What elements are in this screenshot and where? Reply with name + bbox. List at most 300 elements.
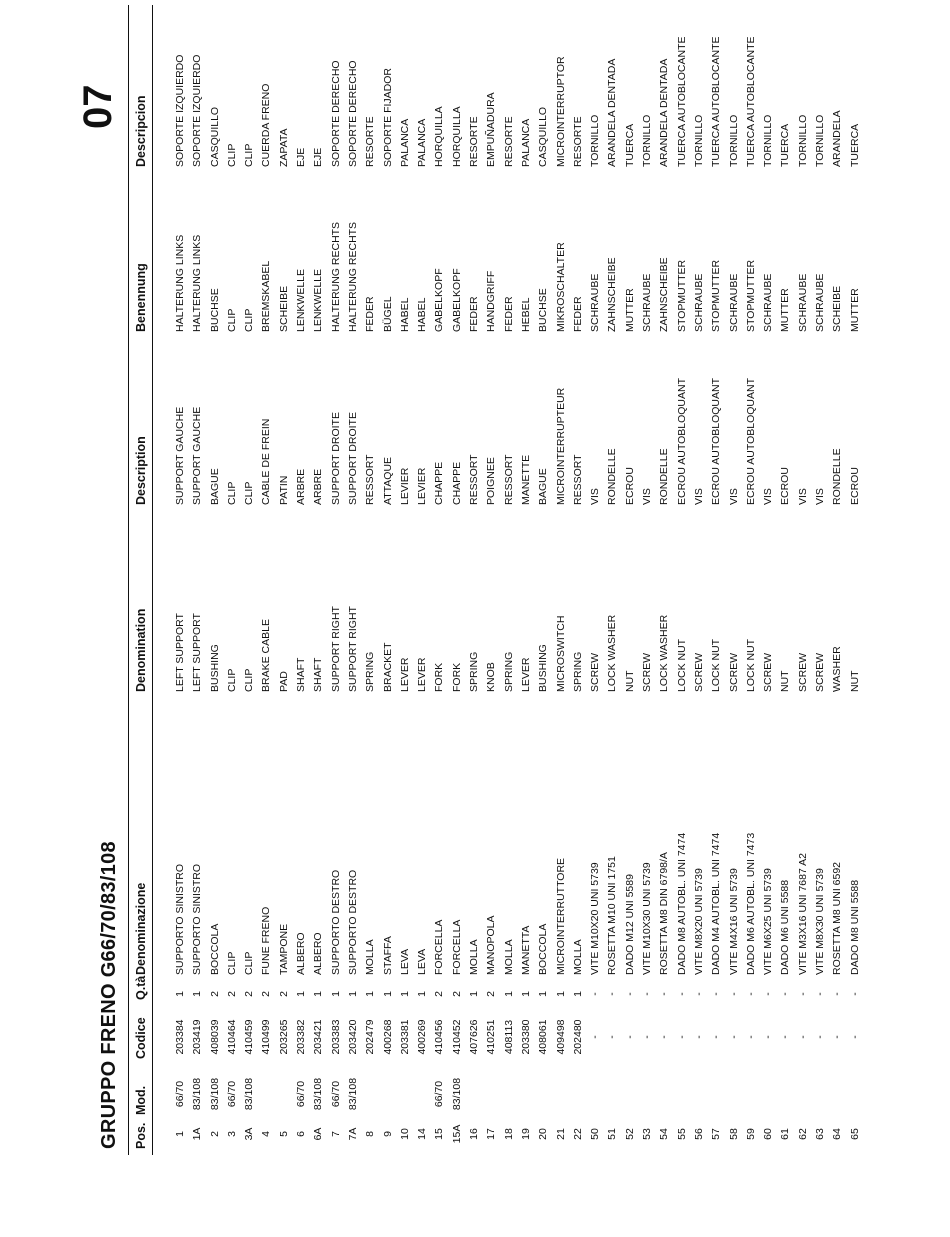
header-benennung: Benennung [134, 263, 148, 332]
cell-mod [553, 1069, 570, 1119]
cell-de: FEDER [364, 296, 377, 332]
cell-it: STAFFA [381, 936, 394, 975]
cell-fr: RESSORT [364, 454, 377, 505]
cell-codice: 203420 [346, 1019, 359, 1055]
document-title: GRUPPO FRENO G66/70/83/108 [98, 841, 120, 1149]
cell-de: GABELKOPF [433, 268, 446, 332]
cell-en: LEFT SUPPORT [191, 613, 204, 692]
cell-it: ROSETTA M8 UNI 6592 [831, 861, 844, 975]
cell-en: LOCK WASHER [658, 614, 671, 692]
cell-mod [518, 1069, 535, 1119]
cell-mod [847, 1069, 864, 1119]
cell-qta: 1 [312, 991, 325, 997]
cell-fr: VIS [796, 488, 809, 505]
cell-fr: VIS [589, 488, 602, 505]
cell-qta: 1 [502, 991, 515, 997]
cell-mod [656, 1069, 673, 1119]
cell-qta: 1 [398, 991, 411, 997]
cell-pos: 9 [381, 1131, 394, 1137]
header-descripcion: Descripcion [134, 95, 148, 167]
cell-mod [483, 1069, 500, 1119]
cell-it: ALBERO [295, 932, 308, 975]
cell-es: PALANCA [398, 118, 411, 167]
cell-de: CLIP [243, 308, 256, 332]
cell-es: RESORTE [571, 116, 584, 167]
cell-pos: 3A [243, 1127, 256, 1141]
cell-de: HABEL [398, 297, 411, 332]
cell-fr: ECROU [623, 467, 636, 505]
cell-en: NUT [848, 670, 861, 692]
column-descripcion [172, 0, 864, 167]
cell-es: TORNILLO [692, 114, 705, 167]
cell-fr: MANETTE [519, 454, 532, 505]
cell-es: PALANCA [519, 118, 532, 167]
cell-mod [397, 1069, 414, 1119]
cell-mod [829, 1069, 846, 1119]
cell-en: LEVER [398, 657, 411, 692]
cell-codice: 409498 [554, 1019, 567, 1055]
column-denomination [172, 472, 864, 692]
cell-it: VITE M10X20 UNI 5739 [589, 862, 602, 975]
cell-en: SPRING [468, 651, 481, 692]
cell-codice: - [727, 1035, 740, 1039]
cell-es: ZAPATA [277, 128, 290, 167]
cell-it: LEVA [416, 948, 429, 975]
cell-qta: 1 [364, 991, 377, 997]
cell-mod: 66/70 [174, 1080, 186, 1108]
cell-en: BUSHING [208, 644, 221, 692]
cell-de: FEDER [571, 296, 584, 332]
cell-fr: RONDELLE [658, 448, 671, 505]
cell-de: SCHRAUBE [641, 273, 654, 332]
cell-it: TAMPONE [277, 923, 290, 975]
cell-codice: - [589, 1035, 602, 1039]
cell-codice: 410251 [485, 1019, 498, 1055]
cell-en: LEVER [416, 657, 429, 692]
cell-qta: 1 [468, 991, 481, 997]
cell-es: CLIP [225, 143, 238, 167]
cell-mod [535, 1069, 552, 1119]
cell-fr: SUPPORT DROITE [329, 412, 342, 505]
header-pos: Pos. [134, 1122, 148, 1149]
cell-it: VITE M4X16 UNI 5739 [727, 868, 740, 975]
cell-mod [639, 1069, 656, 1119]
cell-fr: RESSORT [502, 454, 515, 505]
cell-en: SPRING [364, 651, 377, 692]
cell-qta: 1 [329, 991, 342, 997]
cell-en: SUPPORT RIGHT [346, 606, 359, 692]
cell-pos: 20 [537, 1128, 550, 1140]
cell-fr: VIS [813, 488, 826, 505]
cell-es: HORQUILLA [433, 106, 446, 167]
cell-codice: 203265 [277, 1019, 290, 1055]
cell-en: SCREW [813, 652, 826, 692]
cell-en: LOCK WASHER [606, 614, 619, 692]
cell-codice: - [796, 1035, 809, 1039]
cell-es: EJE [295, 147, 308, 167]
cell-it: CLIP [243, 951, 256, 975]
cell-es: SOPORTE DERECHO [346, 60, 359, 167]
cell-it: DADO M12 UNI 5589 [623, 874, 636, 975]
cell-qta: - [744, 992, 757, 996]
cell-qta: 1 [416, 991, 429, 997]
cell-de: ZAHNSCHEIBE [658, 257, 671, 332]
cell-qta: 2 [225, 991, 238, 997]
header-top-rule [128, 5, 129, 1155]
cell-qta: - [692, 992, 705, 996]
cell-codice: 408113 [502, 1019, 515, 1055]
cell-it: FUNE FRENO [260, 906, 273, 975]
cell-en: SCREW [641, 652, 654, 692]
cell-fr: VIS [762, 488, 775, 505]
cell-fr: VIS [692, 488, 705, 505]
cell-pos: 15A [450, 1124, 463, 1144]
cell-mod: 83/108 [191, 1077, 204, 1111]
cell-fr: SUPPORT GAUCHE [191, 406, 204, 505]
cell-pos: 52 [623, 1128, 636, 1140]
cell-fr: BAGUE [537, 468, 550, 505]
cell-en: WASHER [831, 646, 844, 692]
cell-pos: 1A [191, 1127, 204, 1141]
cell-de: MIKROSCHALTER [554, 242, 567, 332]
cell-fr: MICROINTERRUPTEUR [554, 387, 567, 505]
cell-en: LOCK NUT [675, 638, 688, 692]
cell-pos: 8 [364, 1131, 377, 1137]
cell-codice: - [848, 1035, 861, 1039]
cell-it: VITE M3X16 UNI 7687 A2 [796, 853, 809, 975]
cell-de: HALTERUNG LINKS [174, 234, 186, 332]
cell-qta: - [779, 992, 792, 996]
cell-pos: 64 [831, 1128, 844, 1140]
cell-fr: RONDELLE [831, 448, 844, 505]
cell-es: CUERDA FRENO [260, 83, 273, 167]
cell-de: STOPMUTTER [744, 259, 757, 332]
cell-qta: - [710, 992, 723, 996]
cell-pos: 57 [710, 1128, 723, 1140]
cell-en: CLIP [243, 668, 256, 692]
cell-qta: 2 [485, 991, 498, 997]
cell-codice: 407626 [468, 1019, 481, 1055]
cell-mod [276, 1069, 293, 1119]
cell-en: SUPPORT RIGHT [329, 606, 342, 692]
cell-codice: - [641, 1035, 654, 1039]
header-description: Description [134, 436, 148, 505]
cell-es: TORNILLO [796, 114, 809, 167]
cell-it: DADO M6 AUTOBL. UNI 7473 [744, 832, 757, 975]
cell-qta: 1 [381, 991, 394, 997]
cell-fr: VIS [727, 488, 740, 505]
column-mod [172, 1069, 864, 1119]
cell-qta: - [831, 992, 844, 996]
cell-mod [414, 1069, 431, 1119]
cell-pos: 5 [277, 1131, 290, 1137]
cell-codice: - [762, 1035, 775, 1039]
header-denominazione: Denominazione [134, 882, 148, 975]
cell-pos: 6 [295, 1131, 308, 1137]
cell-en: LOCK NUT [710, 638, 723, 692]
cell-pos: 16 [468, 1128, 481, 1140]
cell-pos: 7A [346, 1127, 359, 1141]
cell-pos: 58 [727, 1128, 740, 1140]
cell-fr: CHAPPE [450, 461, 463, 505]
cell-qta: 1 [174, 991, 186, 997]
cell-pos: 6A [312, 1127, 325, 1141]
cell-en: LOCK NUT [744, 638, 757, 692]
cell-en: SPRING [571, 651, 584, 692]
cell-qta: 1 [537, 991, 550, 997]
cell-qta: 1 [571, 991, 584, 997]
cell-mod [708, 1069, 725, 1119]
cell-it: BOCCOLA [537, 923, 550, 975]
cell-codice: 400268 [381, 1019, 394, 1055]
cell-de: HANDGRIFF [485, 270, 498, 332]
cell-mod [258, 1069, 275, 1119]
cell-qta: 2 [277, 991, 290, 997]
cell-pos: 60 [762, 1128, 775, 1140]
cell-mod [501, 1069, 518, 1119]
cell-it: BOCCOLA [208, 923, 221, 975]
cell-qta: - [606, 992, 619, 996]
cell-es: RESORTE [468, 116, 481, 167]
cell-fr: ECROU AUTOBLOQUANT [744, 378, 757, 505]
cell-de: SCHRAUBE [762, 273, 775, 332]
cell-mod: 83/108 [312, 1077, 325, 1111]
cell-de: HALTERUNG RECHTS [329, 221, 342, 332]
header-codice: Codice [134, 1017, 148, 1059]
cell-codice: - [744, 1035, 757, 1039]
cell-fr: SUPPORT DROITE [346, 412, 359, 505]
cell-codice: 410452 [450, 1019, 463, 1055]
cell-en: SHAFT [312, 657, 325, 692]
cell-mod [760, 1069, 777, 1119]
cell-codice: - [692, 1035, 705, 1039]
cell-mod [362, 1069, 379, 1119]
cell-codice: 203421 [312, 1019, 325, 1055]
cell-mod [622, 1069, 639, 1119]
cell-pos: 54 [658, 1128, 671, 1140]
cell-it: VITE M10X30 UNI 5739 [641, 862, 654, 975]
cell-fr: CHAPPE [433, 461, 446, 505]
cell-mod [604, 1069, 621, 1119]
header-qta: Q.tà [134, 975, 148, 1000]
cell-it: MOLLA [364, 939, 377, 975]
cell-es: TUERCA [623, 123, 636, 167]
cell-pos: 22 [571, 1128, 584, 1140]
cell-fr: ECROU [779, 467, 792, 505]
cell-it: ALBERO [312, 932, 325, 975]
cell-fr: LEVIER [416, 467, 429, 505]
cell-fr: ECROU AUTOBLOQUANT [710, 378, 723, 505]
cell-it: MANOPOLA [485, 915, 498, 975]
cell-es: SOPORTE DERECHO [329, 60, 342, 167]
cell-es: CASQUILLO [537, 106, 550, 167]
cell-en: KNOB [485, 662, 498, 692]
cell-de: CLIP [225, 308, 238, 332]
cell-codice: 410499 [260, 1019, 273, 1055]
cell-pos: 53 [641, 1128, 654, 1140]
cell-es: RESORTE [364, 116, 377, 167]
cell-pos: 4 [260, 1131, 273, 1137]
cell-mod: 83/108 [208, 1077, 221, 1111]
cell-codice: 408061 [537, 1019, 550, 1055]
cell-qta: 1 [346, 991, 359, 997]
cell-it: SUPPORTO SINISTRO [174, 863, 186, 975]
cell-mod: 66/70 [225, 1080, 238, 1108]
cell-codice: 203382 [295, 1019, 308, 1055]
cell-mod [726, 1069, 743, 1119]
cell-es: MICROINTERRUPTOR [554, 56, 567, 167]
cell-qta: - [848, 992, 861, 996]
cell-codice: 408039 [208, 1019, 221, 1055]
cell-it: MOLLA [468, 939, 481, 975]
cell-codice: 410464 [225, 1019, 238, 1055]
cell-it: SUPPORTO SINISTRO [191, 863, 204, 975]
cell-codice: - [658, 1035, 671, 1039]
cell-pos: 19 [519, 1128, 532, 1140]
cell-es: TUERCA AUTOBLOCANTE [675, 36, 688, 167]
cell-en: BUSHING [537, 644, 550, 692]
cell-mod: 83/108 [450, 1077, 463, 1111]
cell-de: MUTTER [848, 288, 861, 332]
cell-mod [812, 1069, 829, 1119]
cell-pos: 55 [675, 1128, 688, 1140]
cell-qta: 2 [243, 991, 256, 997]
cell-it: VITE M8X20 UNI 5739 [692, 868, 705, 975]
cell-qta: - [762, 992, 775, 996]
cell-de: SCHEIBE [277, 285, 290, 332]
cell-es: TORNILLO [762, 114, 775, 167]
cell-mod [587, 1069, 604, 1119]
cell-es: SOPORTE IZQUIERDO [174, 54, 186, 167]
cell-it: DADO M8 UNI 5588 [848, 879, 861, 975]
cell-pos: 7 [329, 1131, 342, 1137]
cell-qta: 1 [554, 991, 567, 997]
cell-pos: 61 [779, 1128, 792, 1140]
cell-pos: 62 [796, 1128, 809, 1140]
cell-pos: 15 [433, 1128, 446, 1140]
cell-en: LEVER [519, 657, 532, 692]
cell-fr: POIGNEE [485, 457, 498, 505]
cell-fr: LEVIER [398, 467, 411, 505]
cell-es: TUERCA [848, 123, 861, 167]
cell-de: SCHRAUBE [727, 273, 740, 332]
cell-codice: - [606, 1035, 619, 1039]
cell-en: CLIP [225, 668, 238, 692]
cell-en: SCREW [727, 652, 740, 692]
cell-it: MOLLA [571, 939, 584, 975]
cell-mod: 66/70 [433, 1080, 446, 1108]
cell-codice: - [623, 1035, 636, 1039]
cell-fr: SUPPORT GAUCHE [174, 406, 186, 505]
cell-de: SCHRAUBE [796, 273, 809, 332]
cell-en: BRACKET [381, 642, 394, 692]
cell-it: VITE M8X30 UNI 5739 [813, 868, 826, 975]
cell-codice: 410459 [243, 1019, 256, 1055]
cell-de: MUTTER [623, 288, 636, 332]
cell-mod [466, 1069, 483, 1119]
cell-en: FORK [433, 662, 446, 692]
cell-es: TUERCA AUTOBLOCANTE [744, 36, 757, 167]
cell-es: TORNILLO [727, 114, 740, 167]
cell-es: SOPORTE FIJADOR [381, 68, 394, 167]
cell-de: ZAHNSCHEIBE [606, 257, 619, 332]
cell-es: PALANCA [416, 118, 429, 167]
cell-de: SCHRAUBE [589, 273, 602, 332]
cell-en: SCREW [692, 652, 705, 692]
cell-qta: 2 [208, 991, 221, 997]
cell-de: HALTERUNG LINKS [191, 234, 204, 332]
cell-pos: 18 [502, 1128, 515, 1140]
cell-fr: PATIN [277, 475, 290, 505]
cell-fr: RESSORT [468, 454, 481, 505]
cell-codice: - [831, 1035, 844, 1039]
cell-it: MANETTA [519, 925, 532, 975]
cell-qta: - [658, 992, 671, 996]
cell-de: SCHRAUBE [813, 273, 826, 332]
cell-mod: 83/108 [243, 1077, 256, 1111]
cell-qta: - [589, 992, 602, 996]
cell-it: ROSETTA M8 DIN 6798/A [658, 852, 671, 975]
cell-de: LENKWELLE [295, 268, 308, 332]
cell-en: BRAKE CABLE [260, 619, 273, 692]
cell-fr: CLIP [243, 481, 256, 505]
cell-de: MUTTER [779, 288, 792, 332]
header-mod: Mod. [134, 1085, 148, 1115]
cell-qta: 2 [260, 991, 273, 997]
cell-codice: 410456 [433, 1019, 446, 1055]
column-qta [172, 984, 864, 1004]
cell-mod: 66/70 [295, 1080, 308, 1108]
cell-en: NUT [779, 670, 792, 692]
cell-de: HEBEL [519, 297, 532, 332]
cell-fr: ARBRE [295, 468, 308, 505]
cell-it: MICROINTERRUTTORE [554, 857, 567, 975]
cell-en: MICROSWITCH [554, 615, 567, 692]
cell-de: BÜGEL [381, 296, 394, 332]
cell-es: CASQUILLO [208, 106, 221, 167]
cell-de: HABEL [416, 297, 429, 332]
column-codice [172, 1009, 864, 1065]
cell-codice: 203419 [191, 1019, 204, 1055]
cell-de: FEDER [468, 296, 481, 332]
cell-es: ARANDELA DENTADA [606, 58, 619, 167]
cell-fr: BAGUE [208, 468, 221, 505]
cell-fr: CABLE DE FREIN [260, 418, 273, 505]
cell-de: LENKWELLE [312, 268, 325, 332]
cell-fr: ARBRE [312, 468, 325, 505]
cell-mod [795, 1069, 812, 1119]
cell-pos: 2 [208, 1131, 221, 1137]
cell-es: TUERCA AUTOBLOCANTE [710, 36, 723, 167]
cell-en: LEFT SUPPORT [174, 613, 186, 692]
cell-it: LEVA [398, 948, 411, 975]
cell-qta: 1 [191, 991, 204, 997]
cell-it: VITE M6X25 UNI 5739 [762, 868, 775, 975]
cell-es: TORNILLO [589, 114, 602, 167]
cell-mod: 83/108 [346, 1077, 359, 1111]
cell-it: SUPPORTO DESTRO [329, 869, 342, 975]
cell-pos: 14 [416, 1128, 429, 1140]
cell-es: EJE [312, 147, 325, 167]
cell-pos: 51 [606, 1128, 619, 1140]
cell-en: SCREW [762, 652, 775, 692]
cell-it: MOLLA [502, 939, 515, 975]
cell-mod [570, 1069, 587, 1119]
cell-mod [674, 1069, 691, 1119]
cell-de: STOPMUTTER [675, 259, 688, 332]
cell-it: ROSETTA M10 UNI 1751 [606, 856, 619, 975]
cell-pos: 1 [174, 1131, 186, 1137]
